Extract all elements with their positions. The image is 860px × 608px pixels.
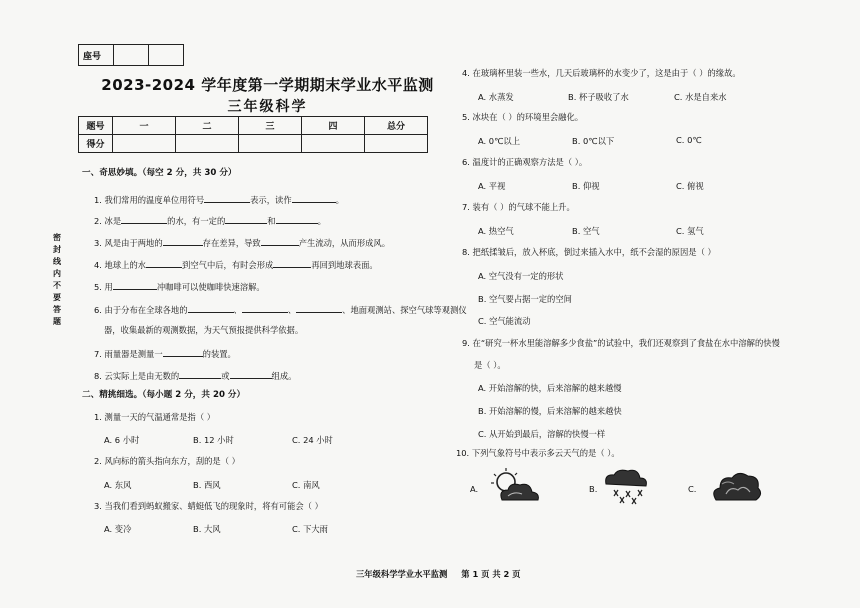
option-b[interactable]: B. 杯子吸收了水 — [568, 92, 629, 102]
choice-question-5: 5. 冰块在（ ）的环境里会融化。 — [462, 112, 584, 122]
choice-question-2: 2. 风向标的箭头指向东方，刮的是（ ） — [94, 456, 240, 466]
option-a[interactable]: A. 开始溶解的快，后来溶解的越来越慢 — [478, 383, 622, 393]
seat-blank-2[interactable] — [149, 45, 184, 66]
score-cell[interactable] — [302, 135, 365, 153]
choice-question-1: 1. 测量一天的气温通常是指（ ） — [94, 412, 216, 422]
option-b[interactable]: B. 空气要占据一定的空间 — [478, 294, 572, 304]
seat-blank-1[interactable] — [114, 45, 149, 66]
score-header-cell: 三 — [239, 117, 302, 135]
answer-blank[interactable] — [146, 258, 182, 268]
option-a[interactable]: A. 空气没有一定的形状 — [478, 271, 564, 281]
option-c[interactable]: C. 24 小时 — [292, 435, 333, 445]
score-header-cell: 二 — [176, 117, 239, 135]
section1-title: 一、奇思妙填。（每空 2 分，共 30 分） — [82, 168, 237, 178]
score-header-cell: 四 — [302, 117, 365, 135]
fill-question-8: 8. 云实际上是由无数的 或 组成。 — [94, 371, 297, 381]
fill-question-6-cont: 器，收集最新的观测数据，为天气预报提供科学依据。 — [104, 325, 304, 335]
option-b[interactable]: B. 大风 — [193, 524, 221, 534]
option-a[interactable]: A. 6 小时 — [104, 435, 140, 445]
answer-blank[interactable] — [188, 303, 234, 313]
fill-question-1: 1. 我们常用的温度单位用符号 表示，读作 。 — [94, 195, 344, 205]
answer-blank[interactable] — [204, 193, 250, 203]
answer-blank[interactable] — [179, 369, 221, 379]
seat-number-table — [78, 44, 184, 66]
score-header-cell: 题号 — [79, 117, 113, 135]
fill-question-7: 7. 雨量器是测量一 的装置。 — [94, 349, 236, 359]
option-c[interactable]: C. 南风 — [292, 480, 320, 490]
score-cell[interactable] — [113, 135, 176, 153]
seal-line-notice: 密 封 线 内 不 要 答 题 — [53, 233, 61, 326]
snow-cloud-icon — [600, 466, 652, 506]
option-b[interactable]: B. 西风 — [193, 480, 221, 490]
option-c[interactable]: C. 从开始到最后，溶解的快慢一样 — [478, 429, 606, 439]
score-row-label: 得分 — [79, 135, 113, 153]
answer-blank[interactable] — [225, 214, 267, 224]
answer-blank[interactable] — [276, 214, 318, 224]
score-cell[interactable] — [239, 135, 302, 153]
fill-question-3: 3. 风是由于两地的 存在差异，导致 产生流动，从而形成风。 — [94, 238, 391, 248]
seat-label: 座号 — [79, 45, 114, 66]
choice-question-6: 6. 温度计的正确观察方法是（ ）。 — [462, 157, 588, 167]
option-a[interactable]: A. 平视 — [478, 181, 506, 191]
score-cell[interactable] — [176, 135, 239, 153]
choice-question-10: 10. 下列气象符号中表示多云天气的是（ ）。 — [456, 448, 620, 458]
option-c[interactable]: C. 俯视 — [676, 181, 704, 191]
option-c[interactable]: C. 空气能流动 — [478, 316, 531, 326]
option-a[interactable]: A. 0℃以上 — [478, 136, 520, 146]
choice-question-3: 3. 当我们看到蚂蚁搬家、蜻蜓低飞的现象时，将有可能会（ ） — [94, 501, 323, 511]
option-b[interactable]: B. 开始溶解的慢，后来溶解的越来越快 — [478, 406, 622, 416]
option-c[interactable]: C. 水是自来水 — [674, 92, 727, 102]
answer-blank[interactable] — [121, 214, 167, 224]
answer-blank[interactable] — [296, 303, 342, 313]
answer-blank[interactable] — [113, 280, 157, 290]
score-cell[interactable] — [365, 135, 428, 153]
exam-title: 2023-2024 学年度第一学期期末学业水平监测 — [101, 76, 434, 94]
choice-question-9: 9. 在“研究一杯水里能溶解多少食盐”的试验中，我们还观察到了食盐在水中溶解的快慢 — [462, 338, 780, 348]
answer-blank[interactable] — [292, 193, 336, 203]
option-b[interactable]: B. 空气 — [572, 226, 600, 236]
overcast-cloud-icon — [710, 470, 762, 506]
answer-blank[interactable] — [163, 236, 203, 246]
answer-blank[interactable] — [273, 258, 311, 268]
option-b[interactable]: B. 12 小时 — [193, 435, 234, 445]
score-table — [78, 116, 428, 153]
answer-blank[interactable] — [261, 236, 299, 246]
page-footer — [356, 568, 520, 580]
option-c[interactable]: C. 下大雨 — [292, 524, 328, 534]
option-b[interactable]: B. 仰视 — [572, 181, 600, 191]
partly-cloudy-icon — [488, 466, 544, 508]
choice-question-7: 7. 装有（ ）的气球不能上升。 — [462, 202, 575, 212]
answer-blank[interactable] — [163, 347, 203, 357]
fill-question-5: 5. 用 冲咖啡可以使咖啡快速溶解。 — [94, 282, 265, 292]
score-header-cell: 一 — [113, 117, 176, 135]
score-header-cell: 总分 — [365, 117, 428, 135]
fill-question-2: 2. 冰是 的水，有一定的 和 。 — [94, 216, 326, 226]
footer-exam-name: 三年级科学学业水平监测 — [356, 569, 448, 579]
option-a[interactable]: A. 变冷 — [104, 524, 132, 534]
option-a[interactable]: A. 东风 — [104, 480, 132, 490]
answer-blank[interactable] — [230, 369, 272, 379]
footer-page-number: 第 1 页 共 2 页 — [461, 569, 521, 579]
fill-question-4: 4. 地球上的水 到空气中后，有时会形成 再回到地球表面。 — [94, 260, 378, 270]
fill-question-6: 6. 由于分布在全球各地的 、 、 、地面观测站、探空气球等观测仪 — [94, 305, 467, 315]
answer-blank[interactable] — [242, 303, 288, 313]
option-c[interactable]: C. — [688, 484, 697, 494]
option-c[interactable]: C. 氢气 — [676, 226, 704, 236]
option-b[interactable]: B. — [589, 484, 598, 494]
choice-question-8: 8. 把纸揉皱后，放入杯底，倒过来插入水中，纸不会湿的原因是（ ） — [462, 247, 716, 257]
exam-subtitle: 三年级科学 — [227, 99, 308, 115]
option-b[interactable]: B. 0℃以下 — [572, 136, 615, 146]
section2-title: 二、精挑细选。（每小题 2 分，共 20 分） — [82, 390, 246, 400]
choice-question-4: 4. 在玻璃杯里装一些水，几天后玻璃杯的水变少了，这是由于（ ）的缘故。 — [462, 68, 741, 78]
option-a[interactable]: A. — [470, 484, 479, 494]
option-a[interactable]: A. 热空气 — [478, 226, 514, 236]
option-c[interactable]: C. 0℃ — [676, 135, 702, 145]
choice-question-9-cont: 是（ ）。 — [474, 360, 506, 370]
option-a[interactable]: A. 水蒸发 — [478, 92, 514, 102]
